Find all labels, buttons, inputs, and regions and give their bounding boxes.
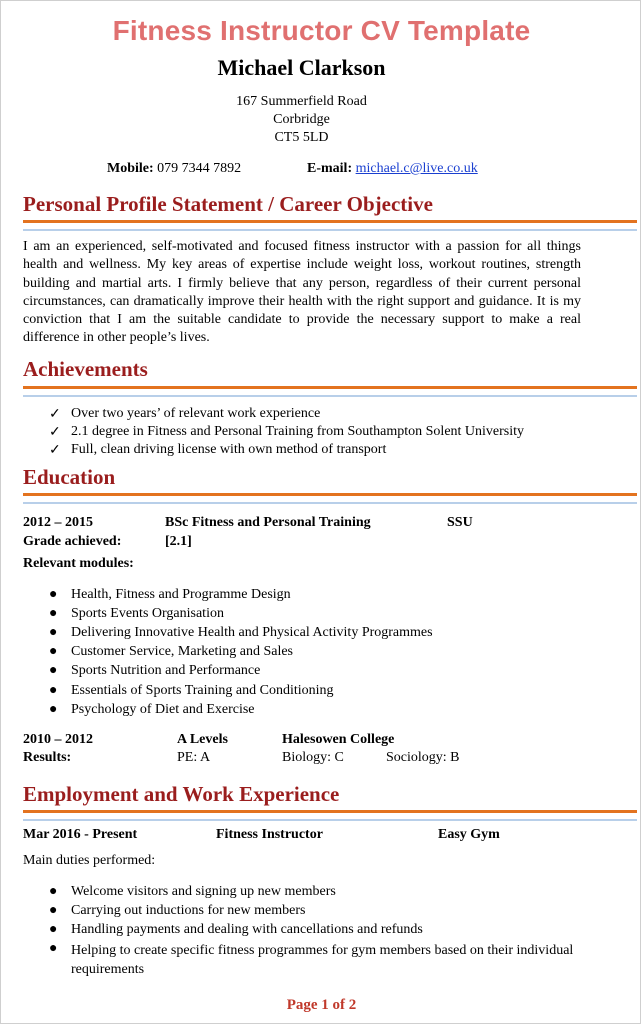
bullet-icon: ● bbox=[49, 625, 58, 640]
module-item: Delivering Innovative Health and Physical Activity Programmes bbox=[71, 625, 433, 640]
module-item: Essentials of Sports Training and Conditioning bbox=[71, 683, 334, 698]
alevel-course: A Levels bbox=[177, 732, 228, 747]
result-item: Biology: C bbox=[282, 750, 344, 765]
template-title: Fitness Instructor CV Template bbox=[112, 15, 531, 46]
job-company: Easy Gym bbox=[438, 827, 500, 842]
grade-label: Grade achieved: bbox=[23, 534, 122, 549]
module-item: Health, Fitness and Programme Design bbox=[71, 587, 291, 602]
bullet-icon: ● bbox=[49, 663, 58, 678]
email-label: E-mail: bbox=[307, 161, 353, 176]
degree-dates: 2012 – 2015 bbox=[23, 515, 93, 530]
address-line-3: CT5 5LD bbox=[274, 130, 329, 145]
email-contact bbox=[307, 161, 478, 177]
bullet-icon: ● bbox=[49, 606, 58, 621]
address-line-2: Corbridge bbox=[273, 112, 330, 127]
bullet-icon: ● bbox=[49, 903, 58, 918]
bullet-icon: ● bbox=[49, 683, 58, 698]
checkmark-icon: ✓ bbox=[49, 443, 61, 458]
result-item: Sociology: B bbox=[386, 750, 460, 765]
result-item: PE: A bbox=[177, 750, 211, 765]
section-rule-light bbox=[23, 502, 637, 504]
duty-item: Carrying out inductions for new members bbox=[71, 903, 306, 918]
grade-value: [2.1] bbox=[165, 534, 192, 549]
alevel-dates: 2010 – 2012 bbox=[23, 732, 93, 747]
mobile-contact bbox=[107, 161, 241, 177]
achievement-item: 2.1 degree in Fitness and Personal Training from Southampton Solent University bbox=[71, 424, 525, 439]
duty-item: Handling payments and dealing with cancellations and refunds bbox=[71, 922, 423, 937]
section-rule bbox=[23, 810, 637, 813]
alevel-institution: Halesowen College bbox=[282, 732, 395, 747]
duty-item: Welcome visitors and signing up new members bbox=[71, 884, 336, 899]
duties-label: Main duties performed: bbox=[23, 853, 156, 868]
module-item: Sports Events Organisation bbox=[71, 606, 224, 621]
section-title-employment: Employment and Work Experience bbox=[23, 782, 340, 806]
section-title-profile: Personal Profile Statement / Career Objective bbox=[23, 192, 433, 216]
section-title-achievements: Achievements bbox=[23, 357, 148, 381]
modules-label: Relevant modules: bbox=[23, 556, 134, 571]
profile-text: I am an experienced, self-motivated and focused fitness instructor with a passion for all things health and wellness. My key areas of expertise include weight loss, workout routines, strength building and martial arts. I firmly believe that any person, regardless of their current personal circumstances, can dramatically improve their health with the right support and guidance. It is my conviction that I am the suitable candidate to provide the necessary support to make a real difference in other people’s lives. bbox=[23, 239, 581, 346]
bullet-icon: ● bbox=[49, 884, 58, 899]
achievement-item: Full, clean driving license with own method of transport bbox=[71, 442, 387, 457]
section-rule-light bbox=[23, 395, 637, 397]
module-item: Sports Nutrition and Performance bbox=[71, 663, 261, 678]
section-rule-light bbox=[23, 229, 637, 231]
degree-institution: SSU bbox=[447, 515, 473, 530]
bullet-icon: ● bbox=[49, 922, 58, 937]
page-number: Page 1 of 2 bbox=[286, 997, 357, 1013]
job-role: Fitness Instructor bbox=[216, 827, 323, 842]
checkmark-icon: ✓ bbox=[49, 407, 61, 422]
mobile-number: 079 7344 7892 bbox=[157, 161, 242, 176]
duty-item: Helping to create specific fitness programmes for gym members based on their individual requirements bbox=[71, 943, 574, 977]
mobile-label: Mobile: bbox=[107, 161, 154, 176]
bullet-icon: ● bbox=[49, 702, 58, 717]
address-line-1: 167 Summerfield Road bbox=[236, 94, 367, 109]
section-rule bbox=[23, 220, 637, 223]
section-rule-light bbox=[23, 819, 637, 821]
bullet-icon: ● bbox=[49, 644, 58, 659]
email-link[interactable]: michael.c@live.co.uk bbox=[355, 161, 478, 176]
candidate-name: Michael Clarkson bbox=[217, 55, 386, 80]
achievement-item: Over two years’ of relevant work experience bbox=[71, 406, 321, 421]
module-item: Customer Service, Marketing and Sales bbox=[71, 644, 294, 659]
job-dates: Mar 2016 - Present bbox=[23, 827, 138, 842]
section-title-education: Education bbox=[23, 465, 116, 489]
bullet-icon: ● bbox=[49, 941, 58, 956]
bullet-icon: ● bbox=[49, 587, 58, 602]
results-label: Results: bbox=[23, 750, 72, 765]
section-rule bbox=[23, 386, 637, 389]
section-rule bbox=[23, 493, 637, 496]
module-item: Psychology of Diet and Exercise bbox=[71, 702, 255, 717]
degree-course: BSc Fitness and Personal Training bbox=[165, 515, 371, 530]
checkmark-icon: ✓ bbox=[49, 425, 61, 440]
